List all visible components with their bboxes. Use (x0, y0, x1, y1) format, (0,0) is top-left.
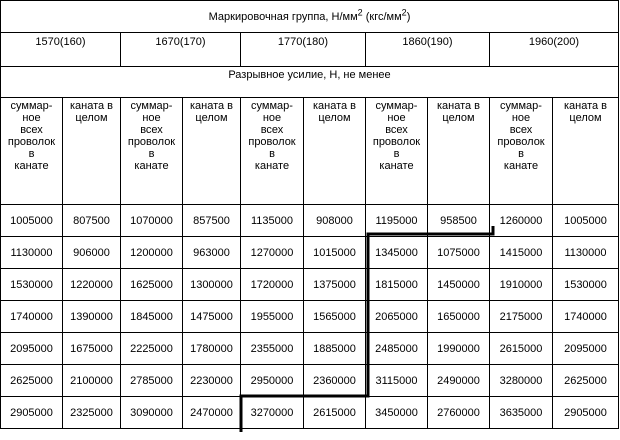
subheader-rope-line: каната в (69, 100, 114, 112)
subheader-rope-line: целом (569, 112, 602, 124)
table-row (1, 333, 619, 365)
table-cell: 2225000 (121, 333, 183, 365)
table-cell: 1390000 (63, 301, 121, 333)
subheader-sum-line: всех (385, 124, 408, 136)
table-cell: 1260000 (490, 205, 553, 237)
subheader-sum (490, 98, 553, 205)
table-cell: 2625000 (1, 365, 63, 397)
subheader-sum-line: в (148, 148, 155, 160)
subheader-sum-line: ное (511, 112, 531, 124)
table-row (1, 237, 619, 269)
subheader-sum-line: проволок (7, 136, 56, 148)
table-cell: 2625000 (553, 365, 619, 397)
subheader-sum-line: всех (20, 124, 43, 136)
table-row (1, 301, 619, 333)
table-cell: 1130000 (1, 237, 63, 269)
table-cell: 2485000 (366, 333, 428, 365)
subheader-sum-line: всех (260, 124, 284, 136)
table-cell: 1220000 (63, 269, 121, 301)
table-cell: 2950000 (241, 365, 304, 397)
table-cell: 3450000 (366, 397, 428, 429)
table-cell: 1375000 (304, 269, 366, 301)
subheader-rope-line: каната в (189, 100, 234, 112)
table-cell: 1075000 (428, 237, 490, 269)
table-cell: 1200000 (121, 237, 183, 269)
subheader-rope-line: целом (75, 112, 108, 124)
subheader-rope (428, 98, 490, 205)
table-cell: 2095000 (553, 333, 619, 365)
table-cell: 1135000 (241, 205, 304, 237)
subheader-sum-line: всех (140, 124, 163, 136)
table-body (1, 205, 619, 429)
table-row (1, 365, 619, 397)
table-cell: 1675000 (63, 333, 121, 365)
table-cell: 2470000 (183, 397, 241, 429)
table-cell: 906000 (63, 237, 121, 269)
table-cell: 1475000 (183, 301, 241, 333)
table-cell: 1070000 (121, 205, 183, 237)
subheader-sum-line: всех (509, 124, 533, 136)
title-mid: (кгс/мм (362, 10, 402, 23)
subheader-sum-line: в (28, 148, 35, 160)
table-cell: 3635000 (490, 397, 553, 429)
table-cell: 1565000 (304, 301, 366, 333)
table-cell: 1845000 (121, 301, 183, 333)
table-cell: 3280000 (490, 365, 553, 397)
subheader-sum-line: в (393, 148, 400, 160)
table-cell: 1005000 (553, 205, 619, 237)
table-cell: 1270000 (241, 237, 304, 269)
subheader-sum-line: проволок (248, 136, 296, 148)
table-cell: 2615000 (490, 333, 553, 365)
subheader-rope-line: целом (442, 112, 475, 124)
table-cell: 2490000 (428, 365, 490, 397)
subheader-sum (121, 98, 183, 205)
table-cell: 1195000 (366, 205, 428, 237)
group-1670: 1670(170) (121, 33, 241, 67)
table-cell: 908000 (304, 205, 366, 237)
subheader-sum-line: проволок (372, 136, 421, 148)
subheader-sum-line: ное (22, 112, 41, 124)
table-cell: 2095000 (1, 333, 63, 365)
table-cell: 2905000 (1, 397, 63, 429)
table-cell: 2905000 (553, 397, 619, 429)
subheader-sum (241, 98, 304, 205)
title-main: Маркировочная группа, Н/мм (208, 10, 358, 23)
table-cell: 857500 (183, 205, 241, 237)
table-cell: 3090000 (121, 397, 183, 429)
table-cell: 1530000 (1, 269, 63, 301)
group-1770: 1770(180) (241, 33, 366, 67)
table-row (1, 269, 619, 301)
table-cell: 1650000 (428, 301, 490, 333)
table-cell: 2230000 (183, 365, 241, 397)
subheader-rope-line: каната в (436, 100, 481, 112)
subheader-sum-line: канате (134, 160, 169, 172)
subheader-sum-line: проволок (127, 136, 176, 148)
subheader-sum-line: канате (379, 160, 414, 172)
subheader-rope-line: целом (318, 112, 351, 124)
table-row (1, 205, 619, 237)
subheader-sum-line: суммар- (500, 100, 542, 112)
table-cell: 1530000 (553, 269, 619, 301)
table-cell: 807500 (63, 205, 121, 237)
table-title (1, 1, 619, 33)
table-cell: 1720000 (241, 269, 304, 301)
subheader-rope-line: каната в (312, 100, 357, 112)
breaking-force-label: Разрывное усилие, Н, не менее (1, 67, 619, 98)
subheader-rope (553, 98, 619, 205)
table-cell: 2760000 (428, 397, 490, 429)
subheader-sum-line: в (518, 148, 524, 160)
table-cell: 1815000 (366, 269, 428, 301)
table-cell: 1955000 (241, 301, 304, 333)
table-cell: 3115000 (366, 365, 428, 397)
table-cell: 2360000 (304, 365, 366, 397)
table-cell: 1450000 (428, 269, 490, 301)
subheader-rope-line: каната в (563, 100, 608, 112)
subheader-sum-line: ное (142, 112, 161, 124)
subheader-sum-line: суммар- (375, 100, 418, 112)
table-cell: 2325000 (63, 397, 121, 429)
subheader-sum-line: канате (503, 160, 539, 172)
subheader-row (1, 98, 619, 205)
subheader-sum-line: ное (387, 112, 406, 124)
table-cell: 1300000 (183, 269, 241, 301)
subheader-sum-line: суммар- (251, 100, 293, 112)
title-sup-2: 2 (401, 6, 407, 17)
subheader-rope-line: целом (195, 112, 228, 124)
table-cell: 1990000 (428, 333, 490, 365)
subheader-sum-line: в (269, 148, 275, 160)
table-cell: 1885000 (304, 333, 366, 365)
table-row (1, 397, 619, 429)
table-cell: 2355000 (241, 333, 304, 365)
title-sup-1: 2 (357, 6, 363, 17)
subheader-sum (366, 98, 428, 205)
subheader-sum-line: проволок (497, 136, 545, 148)
group-1960: 1960(200) (490, 33, 619, 67)
table-cell: 3270000 (241, 397, 304, 429)
subheader-sum-line: ное (262, 112, 282, 124)
table-cell: 1740000 (553, 301, 619, 333)
subheader-sum (1, 98, 63, 205)
table-cell: 2785000 (121, 365, 183, 397)
table-cell: 1625000 (121, 269, 183, 301)
title-end: ) (406, 10, 411, 23)
subheader-sum-line: канате (14, 160, 49, 172)
table-cell: 1005000 (1, 205, 63, 237)
subheader-rope (63, 98, 121, 205)
table-cell: 1130000 (553, 237, 619, 269)
table-cell: 2175000 (490, 301, 553, 333)
group-1570: 1570(160) (1, 33, 121, 67)
subheader-sum-line: суммар- (130, 100, 173, 112)
subheader-sum-line: канате (254, 160, 290, 172)
group-1860: 1860(190) (366, 33, 490, 67)
table-cell: 2065000 (366, 301, 428, 333)
table-cell: 1345000 (366, 237, 428, 269)
table-cell: 1415000 (490, 237, 553, 269)
subheader-rope (304, 98, 366, 205)
table-cell: 2615000 (304, 397, 366, 429)
subheader-rope (183, 98, 241, 205)
table-cell: 1740000 (1, 301, 63, 333)
subheader-sum-line: суммар- (10, 100, 53, 112)
table-cell: 1780000 (183, 333, 241, 365)
table-cell: 1015000 (304, 237, 366, 269)
table-cell: 958500 (428, 205, 490, 237)
table-cell: 2100000 (63, 365, 121, 397)
table-cell: 963000 (183, 237, 241, 269)
table-cell: 1910000 (490, 269, 553, 301)
